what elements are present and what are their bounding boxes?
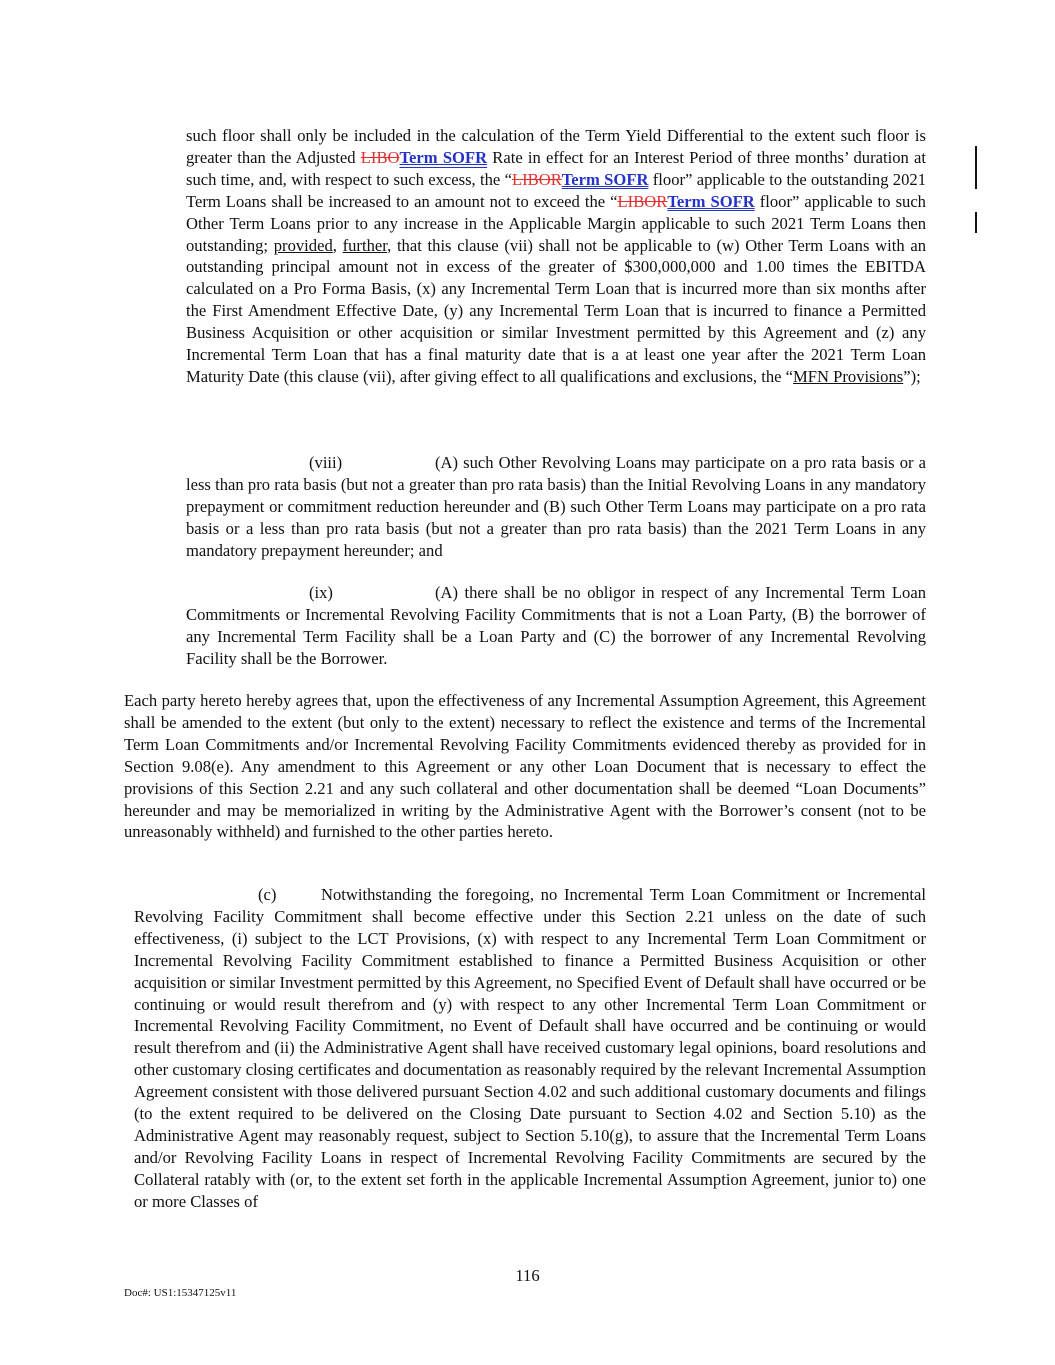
inserted-text: Term SOFR (399, 147, 488, 167)
deleted-text: LIBO (360, 147, 400, 167)
each-party-paragraph: Each party hereto hereby agrees that, upon the effectiveness of any Incremental Assumption Agreement, this Agreement shall be amended to the extent (but only to the extent) necessary to reflect the existence and terms of the Incremental Term Loan Commitments and/or Incremental Revolving Facility Commitments evidenced thereby as provided for in Section 9.08(e). Any amendment to this Agreement or any other Loan Document that is necessary to effect the provisions of this Section 2.21 and any such collateral and other documentation shall be deemed “Loan Documents” hereunder and may be memorialized in writing by the Administrative Agent with the Borrower’s consent (not to be unreasonably withheld) and furnished to the other parties hereto. (124, 691, 926, 842)
page-number: 116 (515, 1266, 540, 1285)
clause-vii-continuation: such floor shall only be included in the calculation of the Term Yield Differential to the extent such floor is greater than the Adjusted LIBOTerm SOFR Rate in effect for an Interest Period of three months’ duration at such time, and, with respect to such excess, the “LIBORTerm SOFR floor” applicable to the outstanding 2021 Term Loans shall be increased to an amount not to exceed the “LIBORTerm SOFR floor” applicable to such Other Term Loans prior to any increase in the Applicable Margin applicable to such 2021 Term Loans then outstanding; provided, further, that this clause (vii) shall not be applicable to (w) Other Term Loans with an outstanding principal amount not in excess of the greater of $300,000,000 and 1.00 times the EBITDA calculated on a Pro Forma Basis, (x) any Incremental Term Loan that is incurred more than six months after the First Amendment Effective Date, (y) any Incremental Term Loan that is incurred to finance a Permitted Business Acquisition or other acquisition or similar Investment permitted by this Agreement and (z) any Incremental Term Loan that has a final maturity date that is a at least one year after the 2021 Term Loan Maturity Date (this clause (vii), after giving effect to all qualifications and exclusions, the “MFN Provisions”); (186, 126, 926, 386)
clause-text: (A) there shall be no obligor in respect of any Incremental Term Loan Commitments or Incremental Revolving Facility Commitments that is not a Loan Party, (B) the borrower of any Incremental Term Facility shall be a Loan Party and (C) the borrower of any Incremental Revolving Facility shall be the Borrower. (186, 583, 926, 668)
section-c (134, 884, 926, 1213)
change-bar (975, 146, 977, 189)
inserted-text: Term SOFR (561, 169, 649, 189)
deleted-text: LIBOR (617, 191, 668, 211)
deleted-text: LIBOR (511, 169, 562, 189)
defined-term-provided: provided (273, 235, 333, 255)
document-id: Doc#: US1:15347125v11 (124, 1287, 237, 1299)
defined-term-mfn-provisions: MFN Provisions (793, 366, 904, 386)
clause-number: (c) (258, 885, 277, 904)
clause-text: (A) such Other Revolving Loans may participate on a pro rata basis or a less than pro rata basis (but not a greater than pro rata basis) than the Initial Revolving Loans in any mandatory prepayment or commitment reduction hereunder and (B) such Other Term Loans may participate on a pro rata basis or a less than pro rata basis (but not a greater than pro rata basis) than the 2021 Term Loans in any mandatory prepayment hereunder; and (186, 453, 926, 560)
clause-number: (viii) (309, 453, 343, 472)
change-bar (975, 212, 977, 233)
clause-text: Notwithstanding the foregoing, no Incremental Term Loan Commitment or Incremental Revolving Facility Commitment shall become effective under this Section 2.21 unless on the date of such effectiveness, (i) subject to the LCT Provisions, (x) with respect to any Incremental Term Loan Commitment or Incremental Revolving Facility Commitment established to finance a Permitted Business Acquisition or other acquisition or similar Investment permitted by this Agreement, no Specified Event of Default shall have occurred or be continuing or would result therefrom and (y) with respect to any other Incremental Term Loan Commitment or Incremental Revolving Facility Commitment, no Event of Default shall have occurred and be continuing or would result therefrom and (ii) the Administrative Agent shall have received customary legal opinions, board resolutions and other customary closing certificates and documentation as reasonably required by the relevant Incremental Assumption Agreement consistent with those delivered pursuant Section 4.02 and such additional customary documents and filings (to the extent required to be delivered on the Closing Date pursuant to Section 4.02 and Section 5.10) as the Administrative Agent may reasonably request, subject to Section 5.10(g), to assure that the Incremental Term Loans and/or Revolving Facility Loans in respect of Incremental Revolving Facility Commitments are secured by the Collateral ratably with (or, to the extent set forth in the applicable Incremental Assumption Agreement, junior to) one or more Classes of (134, 885, 926, 1211)
clause-number: (ix) (309, 583, 333, 602)
inserted-text: Term SOFR (667, 191, 755, 211)
clause-ix (186, 582, 926, 670)
clause-viii (186, 452, 926, 562)
defined-term-further: further (342, 235, 388, 255)
